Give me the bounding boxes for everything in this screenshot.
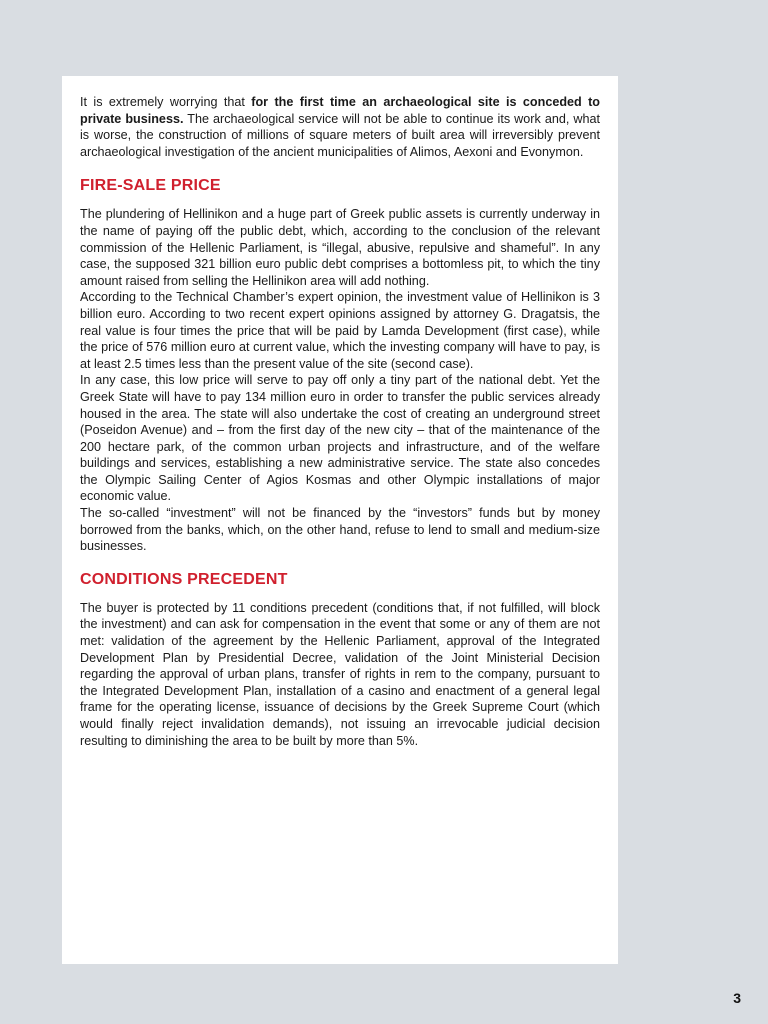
intro-rest-text: The archaeological service will not be able to continue its work and, what is worse, the construction of millions of square meters of built area will irreversibly prevent archaeological investigation of the ancient municipalities of Alimos, Aexoni and Evonymon. [80, 111, 600, 159]
body-paragraph: The buyer is protected by 11 conditions precedent (conditions that, if not fulfilled, will block the investment) and can ask for compensation in the event that some or any of them are not met: validation of the agreement by the Hellenic Parliament, approval of the Integrated Development Plan by Presidential Decree, validation of the Joint Ministerial Decision regarding the approval of urban plans, transfer of rights in rem to the company, pursuant to the Integrated Development Plan, installation of a casino and enactment of a general legal frame for the operating license, issuance of decisions by the Greek Supreme Court (which would finally reject invalidation demands), not issuing an irrevocable judicial decision resulting to diminishing the area to be built by more than 5%. [80, 600, 600, 748]
body-paragraph: According to the Technical Chamber’s expert opinion, the investment value of Hellinikon is 3 billion euro. According to two recent expert opinions assigned by attorney G. Dragatsis, the real value is four times the price that will be paid by Lamda Development (first case), while the price of 576 million euro at current value, which the investing company will have to pay, is at least 2.5 times less than the present value of the site (second case). [80, 290, 600, 371]
intro-paragraph [80, 94, 600, 160]
section-heading-conditions-precedent: CONDITIONS PRECEDENT [80, 570, 288, 588]
document-page [62, 76, 618, 964]
intro-lead-text: It is extremely worrying that [80, 95, 252, 109]
body-paragraph: The so-called “investment” will not be financed by the “investors” funds but by money borrowed from the banks, which, on the other hand, refuse to lend to small and medium-size businesses. [80, 506, 600, 554]
page-number: 3 [733, 990, 741, 1006]
intro-bold-text: for the first time an archaeological site is conceded to private business. [80, 95, 600, 126]
body-paragraph: The plundering of Hellinikon and a huge part of Greek public assets is currently underway in the name of paying off the public debt, which, according to the conclusion of the relevant commission of the Hellenic Parliament, is “illegal, abusive, repulsive and shameful”. In any case, the supposed 321 billion euro public debt comprises a bottomless pit, to which the tiny amount raised from selling the Hellinikon area will add nothing. [80, 207, 600, 288]
section-conditions-precedent-body [80, 600, 600, 749]
section-heading-fire-sale-price: FIRE-SALE PRICE [80, 177, 221, 195]
section-fire-sale-price-body [80, 206, 600, 554]
body-paragraph: In any case, this low price will serve to pay off only a tiny part of the national debt. Yet the Greek State will have to pay 134 million euro in order to transfer the public services already housed in the area. The state will also undertake the cost of creating an underground street (Poseidon Avenue) and – from the first day of the new city – that of the maintenance of the 200 hectare park, of the common urban projects and infrastructure, and of the welfare buildings and services, establishing a new administrative service. The state also concedes the Olympic Sailing Center of Agios Kosmas and other Olympic installations of major economic value. [80, 373, 600, 504]
